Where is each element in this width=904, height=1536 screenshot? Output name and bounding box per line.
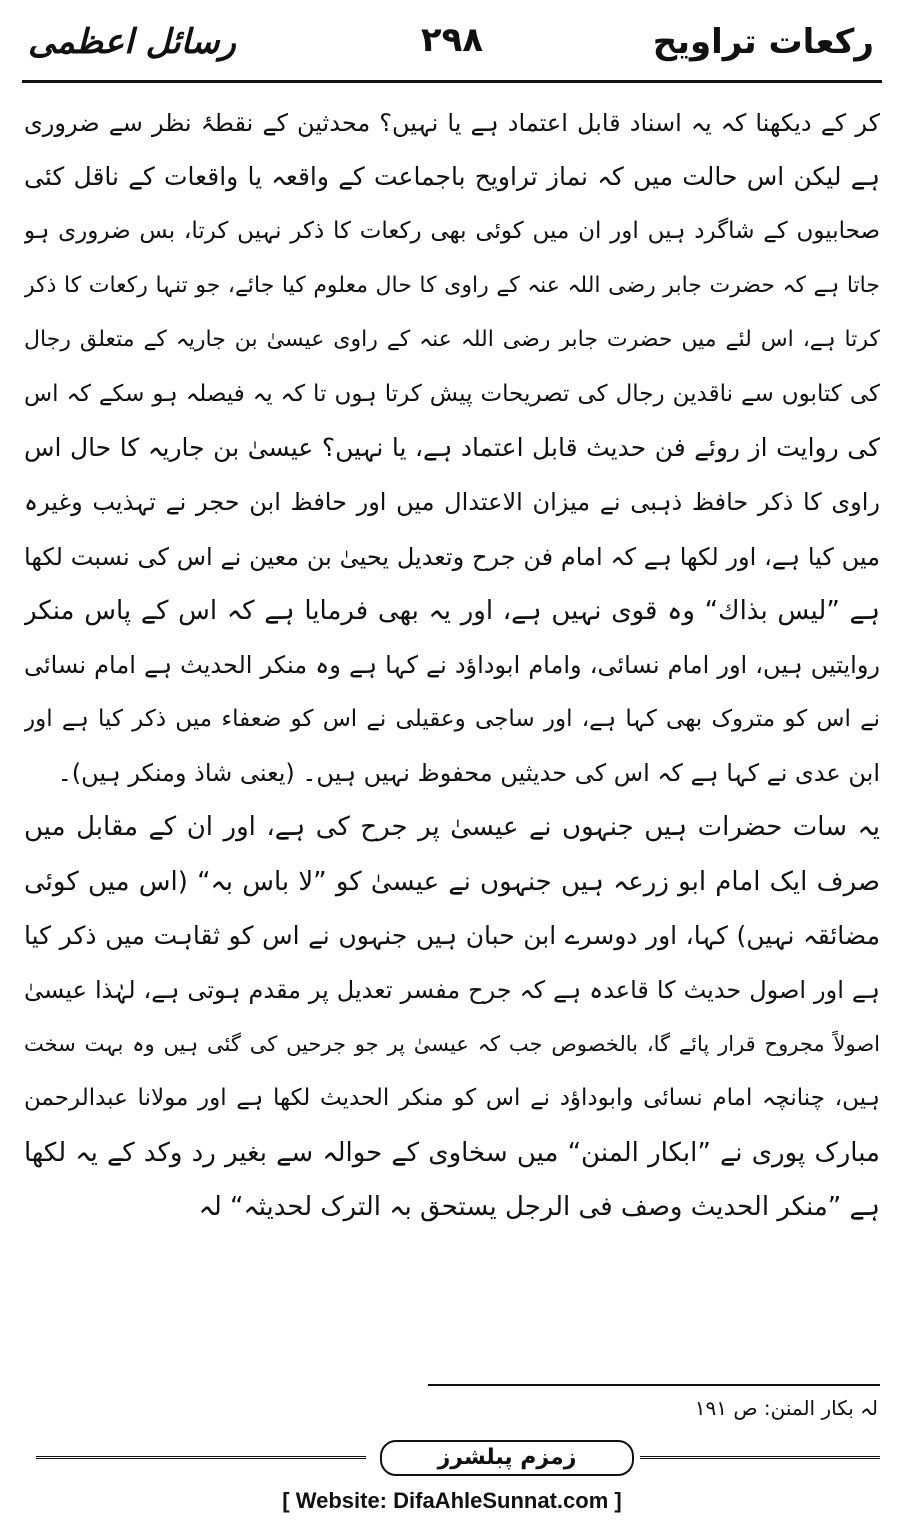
body-line: ہے ”لیس بذاك“ وہ قوی نہیں ہے، اور یہ بھی فرمایا ہے کہ اس کے پاس منکر bbox=[24, 595, 880, 626]
body-line: ہے لیکن اس حالت میں کہ نماز تراویح باجماعت کے واقعہ یا واقعات کے ناقل کئی bbox=[24, 162, 880, 192]
body-line: صرف ایک امام ابو زرعہ ہیں جنہوں نے عیسیٰ کو ”لا باس بہ“ (اس میں کوئی bbox=[24, 866, 880, 897]
page-number: ۲۹۸ bbox=[420, 20, 484, 60]
publisher-banner bbox=[36, 1440, 880, 1474]
body-line: مبارک پوری نے ”ابکار المنن“ میں سخاوی کے حوالہ سے بغیر رد وکد کے یہ لکھا bbox=[24, 1137, 880, 1168]
body-line: صحابیوں کے شاگرد ہیں اور ان میں کوئی بھی رکعات کا ذکر نہیں کرتا، بس ضروری ہو bbox=[24, 218, 880, 245]
body-line: اصولاً مجروح قرار پائے گا، بالخصوص جب کہ عیسیٰ پر جو جرحیں کی گئی ہیں وہ بہت سخت bbox=[24, 1032, 880, 1057]
body-text bbox=[24, 96, 880, 1234]
body-line: ہے ”منکر الحدیث وصف فی الرجل یستحق بہ الترک لحدیثہ“ لہ bbox=[198, 1191, 880, 1222]
chapter-title: رکعات تراویح bbox=[652, 22, 874, 62]
publisher-rule-right bbox=[640, 1456, 880, 1459]
body-line: راوی کا ذکر حافظ ذہبی نے میزان الاعتدال میں اور حافظ ابن حجر نے تہذیب وغیرہ bbox=[24, 488, 880, 517]
body-line: روایتیں ہیں، اور امام نسائی، وامام ابوداؤد نے کہا ہے وہ منکر الحدیث ہے امام نسائی bbox=[24, 650, 880, 679]
body-line: نے اس کو متروک بھی کہا ہے، اور ساجی وعقیلی نے اس کو ضعفاء میں ذکر کیا ہے اور bbox=[24, 706, 880, 733]
body-line: میں کیا ہے، اور لکھا ہے کہ امام فن جرح وتعدیل یحییٰ بن معین نے اس کی نسبت لکھا bbox=[24, 542, 880, 571]
body-line: مضائقہ نہیں) کہا، اور دوسرے ابن حبان ہیں جنہوں نے اس کو ثقاہت میں ذکر کیا bbox=[24, 920, 880, 950]
body-line: یہ سات حضرات ہیں جنہوں نے عیسیٰ پر جرح کی ہے، اور ان کے مقابل میں bbox=[24, 812, 880, 843]
body-line: جاتا ہے کہ حضرت جابر رضی اللہ عنہ کے راوی کا حال معلوم کیا جائے، جو تنہا رکعات کا ذکر bbox=[24, 272, 880, 298]
footnote: لہ بکار المنن: ص ۱۹۱ bbox=[694, 1396, 878, 1420]
book-title: رسائل اعظمی bbox=[28, 22, 236, 62]
website-footer: [ Website: DifaAhleSunnat.com ] bbox=[282, 1488, 622, 1513]
body-line: کرتا ہے، اس لئے میں حضرت جابر رضی اللہ عنہ کے راوی عیسیٰ بن جاریہ کے متعلق رجال bbox=[24, 326, 880, 352]
body-line: کی روایت از روئے فن حدیث قابل اعتماد ہے، یا نہیں؟ عیسیٰ بن جاریہ کا حال اس bbox=[24, 433, 880, 463]
publisher-logo: زمزم پبلشرز bbox=[380, 1440, 634, 1476]
footnote-divider bbox=[428, 1384, 880, 1386]
header-divider bbox=[22, 80, 882, 83]
body-line: ہے اور اصول حدیث کا قاعدہ ہے کہ جرح مفسر تعدیل پر مقدم ہوتی ہے، لہٰذا عیسیٰ bbox=[24, 976, 880, 1004]
body-line: کر کے دیکھنا کہ یہ اسناد قابل اعتماد ہے یا نہیں؟ محدثین کے نقطۂ نظر سے ضروری bbox=[24, 109, 880, 137]
body-line: ابن عدی نے کہا ہے کہ اس کی حدیثیں محفوظ نہیں ہیں۔ (یعنی شاذ ومنکر ہیں)۔ bbox=[57, 759, 880, 788]
body-line: ہیں، چنانچہ امام نسائی وابوداؤد نے اس کو منکر الحدیث لکھا ہے اور مولانا عبدالرحمن bbox=[24, 1085, 880, 1112]
body-line: کی کتابوں سے ناقدین رجال کی تصریحات پیش کرتا ہوں تا کہ یہ فیصلہ ہو سکے کہ اس bbox=[24, 380, 880, 407]
publisher-rule-left bbox=[36, 1456, 366, 1459]
page-header bbox=[22, 14, 882, 78]
